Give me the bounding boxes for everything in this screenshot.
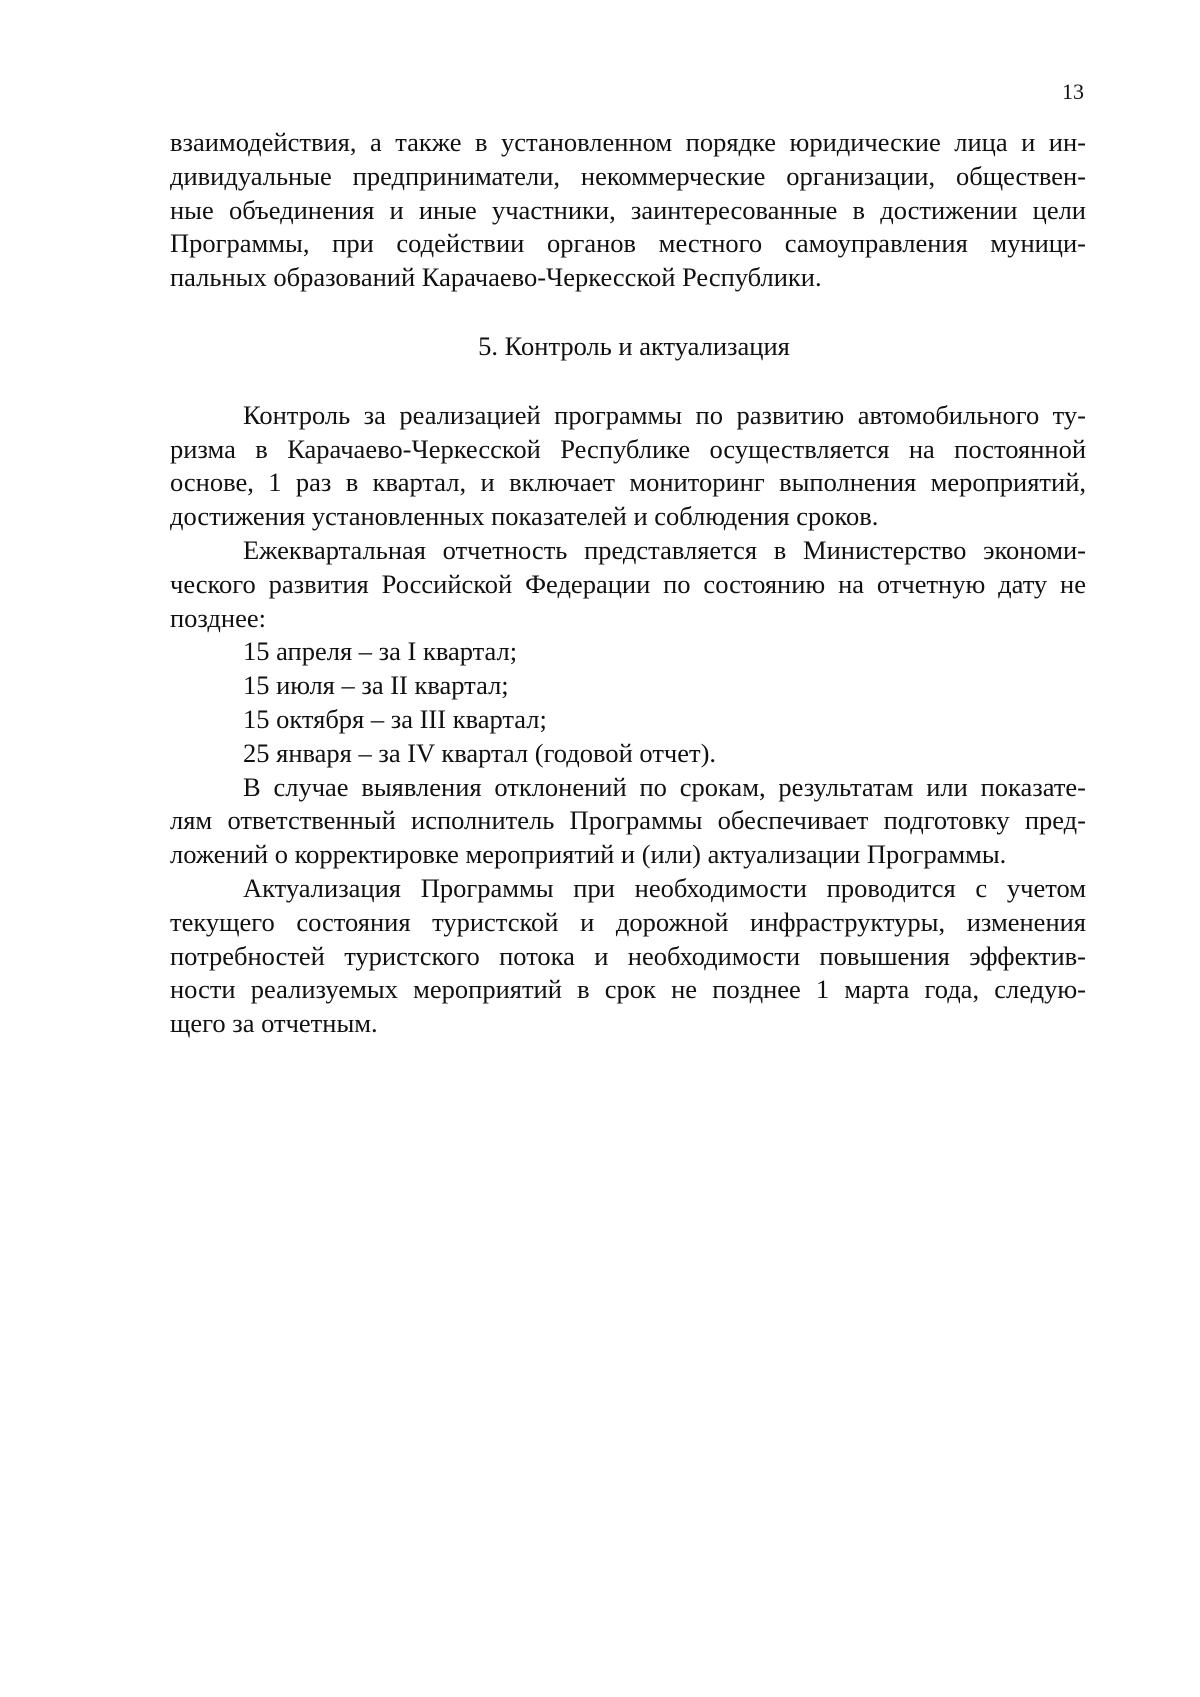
text-line: щего за отчетным. <box>170 1008 378 1039</box>
update-paragraph <box>170 872 1086 1041</box>
text-line: лям ответственный исполнитель Программы обеспечивает подготовку пред- <box>170 805 1086 836</box>
deadline-item: 15 июля – за II квартал; <box>243 670 509 701</box>
page-number: 13 <box>1062 79 1084 104</box>
text-line: потребностей туристского потока и необходимости повышения эффектив- <box>170 940 1086 971</box>
text-line: взаимодействия, а также в установленном порядке юридические лица и ин- <box>170 127 1086 157</box>
section-heading: 5. Контроль и актуализация <box>478 330 790 361</box>
text-line: Актуализация Программы при необходимости проводится с учетом <box>243 872 1086 903</box>
text-line: ности реализуемых мероприятий в срок не позднее 1 марта года, следую- <box>170 974 1086 1005</box>
document-body <box>170 126 1086 1041</box>
text-line: пальных образований Карачаево-Черкесской Республики. <box>170 262 822 293</box>
reporting-paragraph <box>170 534 1086 635</box>
deviation-paragraph <box>170 771 1086 872</box>
text-line: дивидуальные предприниматели, некоммерческие организации, обществен- <box>170 160 1086 191</box>
intro-paragraph <box>170 126 1086 295</box>
deadline-list <box>170 635 1086 770</box>
text-line: достижения установленных показателей и соблюдения сроков. <box>170 501 879 532</box>
text-line: Ежеквартальная отчетность представляется в Министерство экономи- <box>243 534 1086 565</box>
text-line: В случае выявления отклонений по срокам, результатам или показате- <box>243 771 1086 802</box>
deadline-item: 25 января – за IV квартал (годовой отчет). <box>243 737 717 768</box>
text-line: ризма в Карачаево-Черкесской Республике осуществляется на постоянной <box>170 433 1086 464</box>
text-line: Программы, при содействии органов местного самоуправления муници- <box>170 228 1086 259</box>
text-line: основе, 1 раз в квартал, и включает мониторинг выполнения мероприятий, <box>170 467 1086 498</box>
text-line: ческого развития Российской Федерации по состоянию на отчетную дату не <box>170 568 1086 599</box>
text-line: Контроль за реализацией программы по развитию автомобильного ту- <box>243 399 1086 430</box>
text-line: текущего состояния туристской и дорожной инфраструктуры, изменения <box>170 906 1086 937</box>
text-line: ложений о корректировке мероприятий и (или) актуализации Программы. <box>170 839 1007 870</box>
deadline-item: 15 апреля – за I квартал; <box>243 636 518 667</box>
text-line: ные объединения и иные участники, заинтересованные в достижении цели <box>170 194 1086 225</box>
control-paragraph <box>170 399 1086 534</box>
text-line: позднее: <box>170 602 266 633</box>
deadline-item: 15 октября – за III квартал; <box>243 703 547 734</box>
